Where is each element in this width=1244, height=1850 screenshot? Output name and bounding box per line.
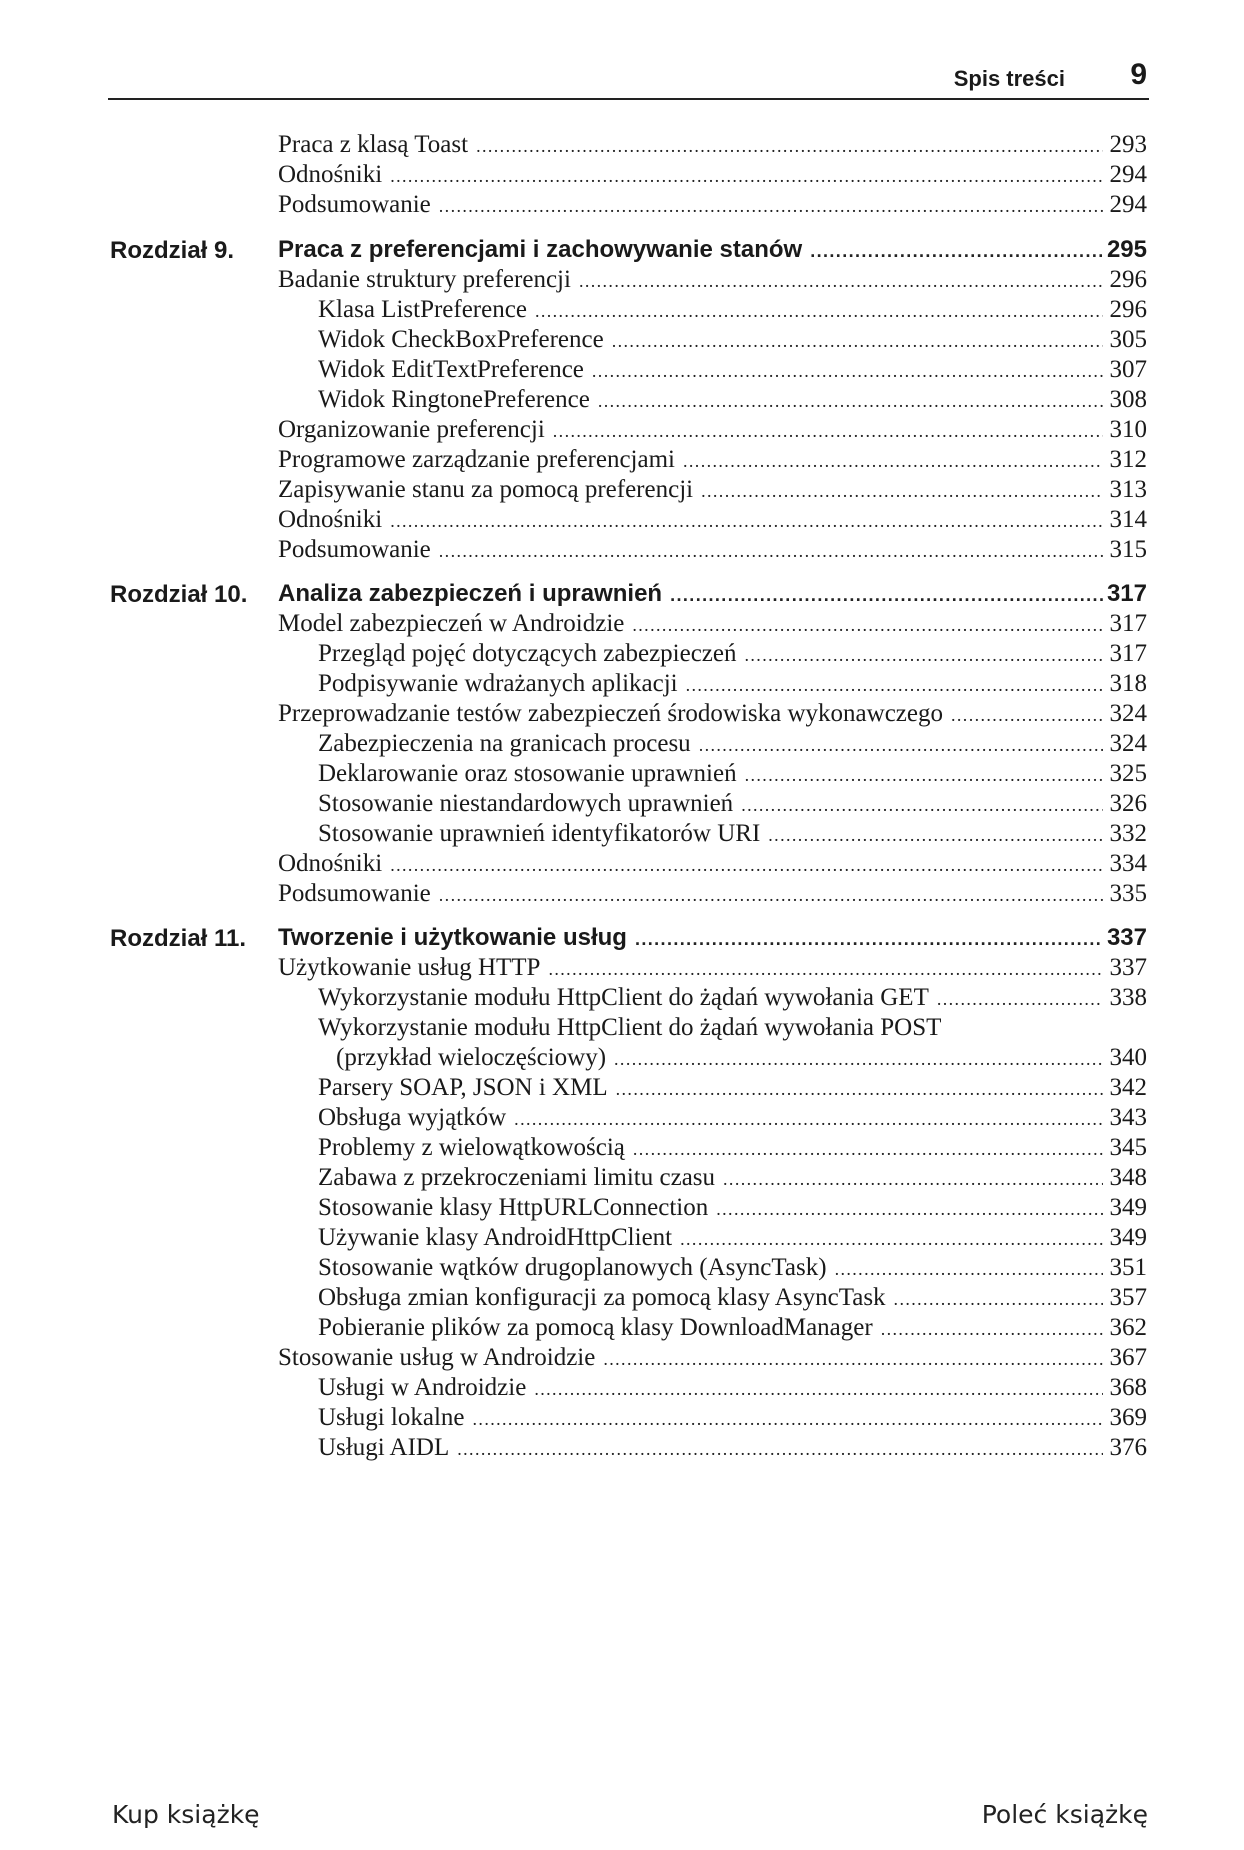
toc-entry-label: Obsługa wyjątków <box>318 1104 507 1131</box>
toc-subentry <box>318 326 1147 358</box>
toc-entry-label: Przeprowadzanie testów zabezpieczeń środowiska wykonawczego <box>278 700 943 727</box>
toc-entry-label: Usługi w Androidzie <box>318 1374 527 1401</box>
toc-subentry <box>318 670 1147 702</box>
buy-book-link[interactable]: Kup książkę <box>112 1800 260 1829</box>
chapter-heading <box>278 236 1147 268</box>
dot-leader <box>881 1319 1103 1340</box>
toc-entry-label-continuation: (przykład wieloczęściowy) <box>336 1044 607 1071</box>
dot-leader <box>768 825 1103 846</box>
toc-entry-page: 349 <box>1109 1224 1147 1251</box>
toc-entry-label: Model zabezpieczeń w Androidzie <box>278 610 625 637</box>
chapter-title: Praca z preferencjami i zachowywanie stanów <box>278 236 803 263</box>
toc-entry <box>278 161 1147 193</box>
toc-entry-label: Odnośniki <box>278 850 383 877</box>
toc-entry <box>278 850 1147 882</box>
toc-entry-page: 325 <box>1109 760 1147 787</box>
toc-entry <box>278 536 1147 568</box>
toc-entry-label: Widok RingtonePreference <box>318 386 590 413</box>
toc-subentry <box>318 820 1147 852</box>
toc-entry-page: 324 <box>1109 730 1147 757</box>
toc-entry-page: 314 <box>1109 506 1147 533</box>
toc-entry-page: 338 <box>1109 984 1147 1011</box>
dot-leader <box>579 271 1103 292</box>
toc-entry-label: Podsumowanie <box>278 880 431 907</box>
toc-subentry <box>318 386 1147 418</box>
toc-entry-label: Odnośniki <box>278 161 383 188</box>
dot-leader <box>535 301 1103 322</box>
dot-leader <box>553 421 1103 442</box>
toc-subentry <box>318 984 1147 1016</box>
dot-leader <box>390 855 1103 876</box>
toc-entry-page: 317 <box>1109 640 1147 667</box>
toc-entry-page: 335 <box>1109 880 1147 907</box>
toc-entry-page: 349 <box>1109 1194 1147 1221</box>
chapter-heading <box>278 580 1147 612</box>
toc-entry-label: Zabawa z przekroczeniami limitu czasu <box>318 1164 716 1191</box>
toc-subentry <box>318 730 1147 762</box>
toc-entry-page: 357 <box>1109 1284 1147 1311</box>
dot-leader <box>633 1139 1103 1160</box>
toc-entry-label: Widok EditTextPreference <box>318 356 584 383</box>
running-header <box>108 52 1149 100</box>
toc-subentry <box>318 1014 941 1046</box>
toc-entry-label: Stosowanie wątków drugoplanowych (AsyncTask) <box>318 1254 827 1281</box>
toc-subentry <box>318 1284 1147 1316</box>
dot-leader <box>670 585 1103 606</box>
toc-entry-page: 296 <box>1109 266 1147 293</box>
dot-leader <box>473 1409 1103 1430</box>
chapter-title: Tworzenie i użytkowanie usług <box>278 924 627 951</box>
toc-entry-page: 376 <box>1109 1434 1147 1461</box>
chapter-page: 317 <box>1106 580 1147 607</box>
toc-subentry <box>318 1194 1147 1226</box>
toc-entry <box>278 266 1147 298</box>
toc-entry-page: 334 <box>1109 850 1147 877</box>
toc-entry-page: 305 <box>1109 326 1147 353</box>
toc-entry-label: Widok CheckBoxPreference <box>318 326 604 353</box>
toc-entry-label: Przegląd pojęć dotyczących zabezpieczeń <box>318 640 737 667</box>
toc-entry-page: 294 <box>1109 191 1147 218</box>
toc-entry-label: Stosowanie niestandardowych uprawnień <box>318 790 734 817</box>
toc-entry <box>278 191 1147 223</box>
toc-entry <box>278 131 1147 163</box>
dot-leader <box>635 929 1103 950</box>
toc-entry-label: Deklarowanie oraz stosowanie uprawnień <box>318 760 737 787</box>
dot-leader <box>745 645 1104 666</box>
toc-entry-label: Podpisywanie wdrażanych aplikacji <box>318 670 678 697</box>
dot-leader <box>439 196 1103 217</box>
header-page-number: 9 <box>1130 58 1147 91</box>
dot-leader <box>457 1439 1103 1460</box>
toc-entry-page: 312 <box>1109 446 1147 473</box>
toc-subentry-continuation <box>336 1044 1147 1076</box>
toc-entry-page: 294 <box>1109 161 1147 188</box>
toc-entry-page: 326 <box>1109 790 1147 817</box>
toc-entry <box>278 954 1147 986</box>
toc-subentry <box>318 1134 1147 1166</box>
toc-subentry <box>318 1224 1147 1256</box>
toc-subentry <box>318 1374 1147 1406</box>
dot-leader <box>686 675 1103 696</box>
toc-entry-page: 307 <box>1109 356 1147 383</box>
toc-entry-label: Praca z klasą Toast <box>278 131 469 158</box>
toc-entry-page: 317 <box>1109 610 1147 637</box>
dot-leader <box>390 511 1103 532</box>
toc-entry <box>278 610 1147 642</box>
toc-subentry <box>318 1314 1147 1346</box>
dot-leader <box>439 885 1103 906</box>
dot-leader <box>548 959 1103 980</box>
dot-leader <box>745 765 1103 786</box>
toc-entry-page: 351 <box>1109 1254 1147 1281</box>
toc-entry-page: 308 <box>1109 386 1147 413</box>
toc-entry-label: Organizowanie preferencji <box>278 416 545 443</box>
toc-subentry <box>318 790 1147 822</box>
toc-entry-page: 332 <box>1109 820 1147 847</box>
dot-leader <box>603 1349 1103 1370</box>
chapter-number: Rozdział 11. <box>110 925 247 952</box>
toc-entry-label: Podsumowanie <box>278 191 431 218</box>
toc-subentry <box>318 1404 1147 1436</box>
dot-leader <box>699 735 1103 756</box>
toc-entry-label: Odnośniki <box>278 506 383 533</box>
toc-entry-page: 342 <box>1109 1074 1147 1101</box>
toc-entry-label: Obsługa zmian konfiguracji za pomocą klasy AsyncTask <box>318 1284 886 1311</box>
toc-entry-label: Problemy z wielowątkowością <box>318 1134 625 1161</box>
toc-entry-page: 293 <box>1109 131 1147 158</box>
dot-leader <box>632 615 1103 636</box>
toc-subentry <box>318 1104 1147 1136</box>
dot-leader <box>592 361 1103 382</box>
chapter-heading <box>278 924 1147 956</box>
toc-entry <box>278 446 1147 478</box>
toc-entry-label: Klasa ListPreference <box>318 296 527 323</box>
dot-leader <box>598 391 1103 412</box>
toc-entry-label: Zapisywanie stanu za pomocą preferencji <box>278 476 694 503</box>
chapter-number: Rozdział 10. <box>110 581 248 608</box>
dot-leader <box>716 1199 1103 1220</box>
dot-leader <box>514 1109 1103 1130</box>
dot-leader <box>683 451 1103 472</box>
toc-entry-page: 362 <box>1109 1314 1147 1341</box>
toc-entry-label: Używanie klasy AndroidHttpClient <box>318 1224 673 1251</box>
toc-entry-page: 324 <box>1109 700 1147 727</box>
toc-entry <box>278 1344 1147 1376</box>
toc-entry-page: 368 <box>1109 1374 1147 1401</box>
toc-subentry <box>318 1074 1147 1106</box>
dot-leader <box>614 1049 1103 1070</box>
toc-subentry <box>318 296 1147 328</box>
toc-entry <box>278 506 1147 538</box>
toc-entry-label: Użytkowanie usług HTTP <box>278 954 541 981</box>
dot-leader <box>680 1229 1103 1250</box>
toc-entry-page: 313 <box>1109 476 1147 503</box>
toc-entry-page: 310 <box>1109 416 1147 443</box>
toc-entry <box>278 880 1147 912</box>
dot-leader <box>951 705 1103 726</box>
toc-entry <box>278 476 1147 508</box>
toc-entry <box>278 700 1147 732</box>
toc-entry-label: Podsumowanie <box>278 536 431 563</box>
toc-entry-page: 296 <box>1109 296 1147 323</box>
dot-leader <box>741 795 1103 816</box>
dot-leader <box>937 989 1103 1010</box>
dot-leader <box>835 1259 1103 1280</box>
recommend-book-link[interactable]: Poleć książkę <box>981 1800 1148 1829</box>
toc-entry-label: Pobieranie plików za pomocą klasy DownloadManager <box>318 1314 873 1341</box>
toc-entry-page: 345 <box>1109 1134 1147 1161</box>
toc-entry-page: 340 <box>1109 1044 1147 1071</box>
chapter-page: 337 <box>1106 924 1147 951</box>
toc-entry-page: 369 <box>1109 1404 1147 1431</box>
dot-leader <box>616 1079 1103 1100</box>
toc-entry-page: 315 <box>1109 536 1147 563</box>
chapter-title: Analiza zabezpieczeń i uprawnień <box>278 580 663 607</box>
toc-entry-label: Usługi lokalne <box>318 1404 465 1431</box>
toc-entry-label: Stosowanie uprawnień identyfikatorów URI <box>318 820 761 847</box>
toc-entry-label: Badanie struktury preferencji <box>278 266 571 293</box>
dot-leader <box>476 136 1103 157</box>
toc-entry-page: 348 <box>1109 1164 1147 1191</box>
chapter-number: Rozdział 9. <box>110 237 235 264</box>
toc-entry-page: 337 <box>1109 954 1147 981</box>
toc-entry-label: Stosowanie usług w Androidzie <box>278 1344 596 1371</box>
toc-subentry <box>318 356 1147 388</box>
dot-leader <box>390 166 1103 187</box>
chapter-page: 295 <box>1106 236 1147 263</box>
toc-entry <box>278 416 1147 448</box>
toc-entry-label: Zabezpieczenia na granicach procesu <box>318 730 691 757</box>
dot-leader <box>701 481 1103 502</box>
toc-subentry <box>318 1164 1147 1196</box>
toc-subentry <box>318 760 1147 792</box>
toc-entry-page: 367 <box>1109 1344 1147 1371</box>
dot-leader <box>612 331 1103 352</box>
header-title: Spis treści <box>953 66 1065 91</box>
toc-entry-label: Stosowanie klasy HttpURLConnection <box>318 1194 709 1221</box>
dot-leader <box>534 1379 1103 1400</box>
dot-leader <box>723 1169 1103 1190</box>
dot-leader <box>894 1289 1103 1310</box>
toc-subentry <box>318 1254 1147 1286</box>
toc-entry-page: 318 <box>1109 670 1147 697</box>
toc-entry-page: 343 <box>1109 1104 1147 1131</box>
toc-subentry <box>318 640 1147 672</box>
toc-subentry <box>318 1434 1147 1466</box>
dot-leader <box>439 541 1103 562</box>
toc-entry-label: Wykorzystanie modułu HttpClient do żądań wywołania GET <box>318 984 929 1011</box>
toc-entry-label: Programowe zarządzanie preferencjami <box>278 446 675 473</box>
dot-leader <box>810 241 1103 262</box>
toc-entry-label: Wykorzystanie modułu HttpClient do żądań wywołania POST <box>318 1014 942 1041</box>
toc-entry-label: Usługi AIDL <box>318 1434 450 1461</box>
toc-entry-label: Parsery SOAP, JSON i XML <box>318 1074 608 1101</box>
